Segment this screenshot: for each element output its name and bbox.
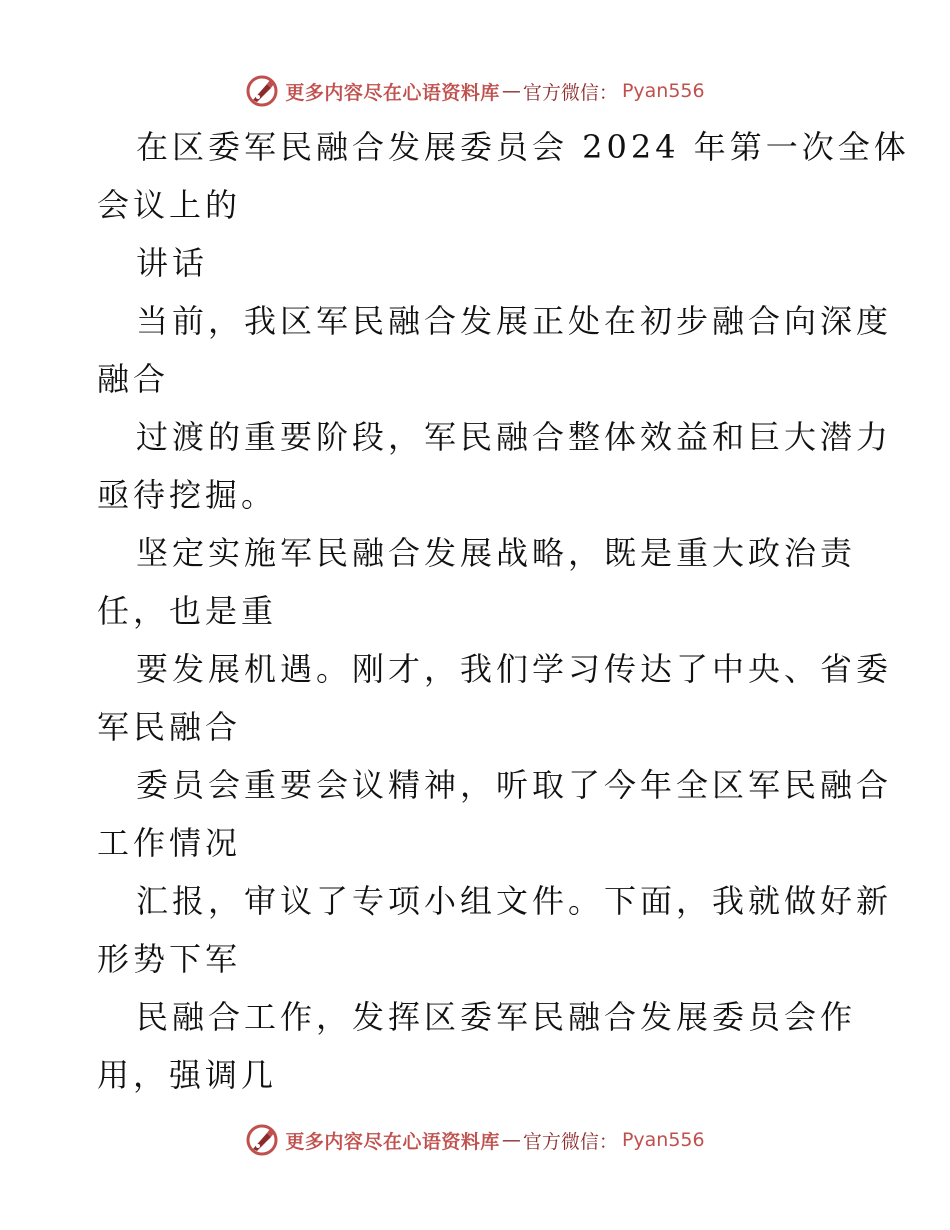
paragraph-line: 民融合工作，发挥区委军民融合发展委员会作 bbox=[136, 998, 857, 1036]
paragraph-line: 工作情况 bbox=[97, 824, 242, 862]
watermark-main-text: 更多内容尽在心语资料库 bbox=[285, 81, 500, 104]
paragraph-line: 汇报，审议了专项小组文件。下面，我就做好新 bbox=[136, 882, 893, 920]
pen-nib-seal-icon bbox=[245, 1123, 279, 1157]
paragraph-line: 用，强调几 bbox=[97, 1056, 278, 1094]
watermark-separator: — bbox=[501, 1129, 521, 1151]
paragraph-line: 当前，我区军民融合发展正处在初步融合向深度 bbox=[136, 302, 893, 340]
paragraph-line: 融合 bbox=[97, 360, 170, 398]
paragraph-line: 会议上的 bbox=[97, 186, 242, 224]
paragraph-line: 任，也是重 bbox=[97, 592, 278, 630]
watermark-separator: — bbox=[501, 80, 521, 102]
pen-nib-seal-icon bbox=[245, 74, 279, 108]
watermark-wechat-label: 官方微信 bbox=[522, 81, 599, 104]
watermark-wechat-id: Pyan556 bbox=[621, 80, 705, 102]
paragraph-line: 要发展机遇。刚才，我们学习传达了中央、省委 bbox=[136, 650, 893, 688]
paragraph-line: 过渡的重要阶段，军民融合整体效益和巨大潜力 bbox=[136, 418, 893, 456]
paragraph-line: 形势下军 bbox=[97, 940, 242, 978]
watermark-main-text: 更多内容尽在心语资料库 bbox=[285, 1130, 500, 1153]
watermark-colon: ： bbox=[598, 1130, 618, 1153]
paragraph-line: 坚定实施军民融合发展战略，既是重大政治责 bbox=[136, 534, 857, 572]
paragraph-line: 亟待挖掘。 bbox=[97, 476, 278, 514]
paragraph-line: 讲话 bbox=[136, 244, 209, 282]
paragraph-line: 在区委军民融合发展委员会 2024 年第一次全体 bbox=[136, 128, 910, 166]
watermark-wechat-label: 官方微信 bbox=[522, 1130, 599, 1153]
paragraph-line: 军民融合 bbox=[97, 708, 242, 746]
header-watermark bbox=[0, 71, 950, 111]
footer-watermark bbox=[0, 1120, 950, 1160]
paragraph-line: 委员会重要会议精神，听取了今年全区军民融合 bbox=[136, 766, 893, 804]
watermark-colon: ： bbox=[598, 81, 618, 104]
watermark-wechat-id: Pyan556 bbox=[621, 1129, 705, 1151]
